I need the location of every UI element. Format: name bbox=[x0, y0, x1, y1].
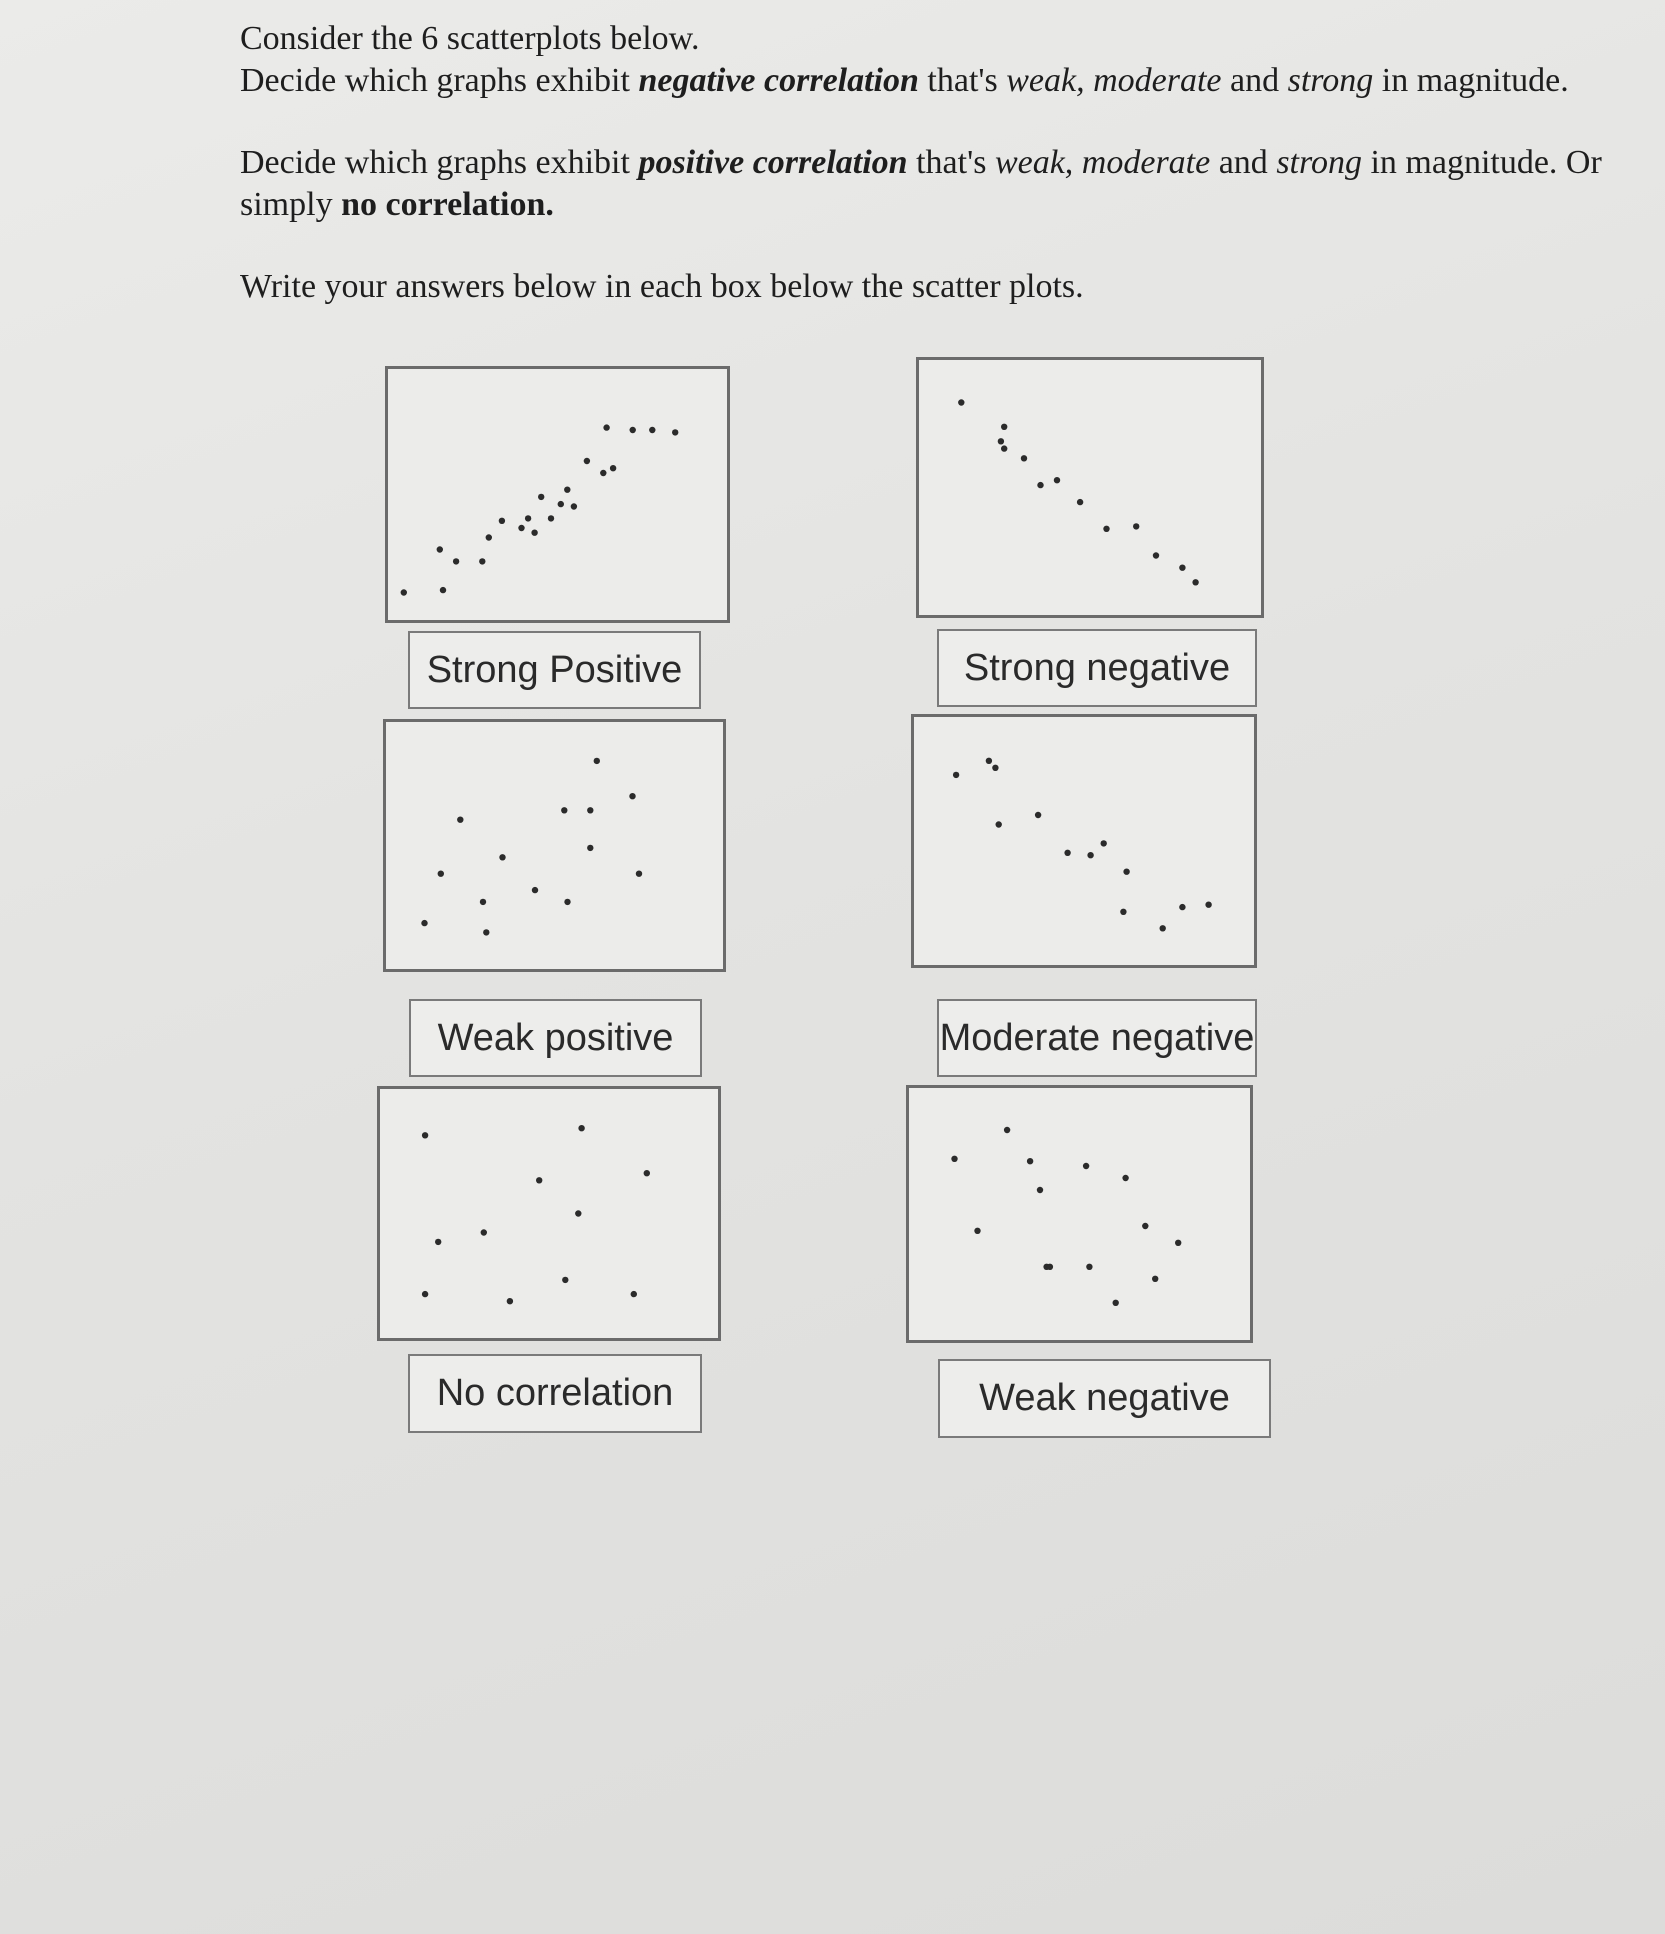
instruction-line-3 bbox=[240, 142, 1650, 226]
text-segment: Decide which graphs exhibit bbox=[240, 144, 639, 181]
scatter-point bbox=[483, 929, 489, 935]
answer-box-6[interactable]: Weak negative bbox=[938, 1359, 1271, 1438]
text-segment: that's bbox=[907, 144, 995, 181]
scatter-point bbox=[457, 817, 463, 823]
scatter-point bbox=[629, 793, 635, 799]
scatter-point bbox=[1179, 904, 1185, 910]
instruction-line-4: Write your answers below in each box below the scatter plots. bbox=[240, 268, 1084, 305]
scatter-point bbox=[1122, 1175, 1128, 1181]
scatter-point bbox=[587, 807, 593, 813]
scatterplot-4-svg bbox=[914, 717, 1254, 965]
scatter-point bbox=[453, 558, 459, 564]
scatter-point bbox=[548, 515, 554, 521]
text-segment: weak, moderate bbox=[1006, 62, 1222, 99]
instruction-line-2 bbox=[240, 60, 1650, 102]
scatterplot-4 bbox=[911, 714, 1257, 968]
scatter-point bbox=[401, 589, 407, 595]
text-negative-correlation: negative correlation bbox=[638, 62, 919, 99]
scatter-point bbox=[1103, 526, 1109, 532]
answer-box-3[interactable]: Weak positive bbox=[409, 999, 702, 1077]
scatter-point bbox=[600, 470, 606, 476]
scatter-point bbox=[1027, 1158, 1033, 1164]
scatter-point bbox=[672, 429, 678, 435]
scatter-point bbox=[437, 546, 443, 552]
scatter-point bbox=[575, 1210, 581, 1216]
scatterplot-6 bbox=[906, 1085, 1253, 1343]
scatter-point bbox=[1035, 812, 1041, 818]
scatterplot-5 bbox=[377, 1086, 721, 1341]
answer-box-1[interactable]: Strong Positive bbox=[408, 631, 701, 709]
scatterplot-1 bbox=[385, 366, 730, 623]
answer-box-2[interactable]: Strong negative bbox=[937, 629, 1257, 707]
scatter-point bbox=[1101, 840, 1107, 846]
scatterplot-2 bbox=[916, 357, 1264, 618]
scatter-point bbox=[951, 1156, 957, 1162]
scatter-point bbox=[538, 494, 544, 500]
scatter-point bbox=[986, 758, 992, 764]
scatter-point bbox=[636, 871, 642, 877]
answer-box-4[interactable]: Moderate negative bbox=[937, 999, 1257, 1077]
scatter-point bbox=[1077, 499, 1083, 505]
text-segment: in magnitude. bbox=[1373, 62, 1569, 99]
scatter-point bbox=[1087, 852, 1093, 858]
scatter-point bbox=[486, 534, 492, 540]
text-segment: weak, moderate bbox=[994, 144, 1211, 181]
scatter-point bbox=[440, 587, 446, 593]
scatter-point bbox=[421, 920, 427, 926]
scatter-point bbox=[992, 765, 998, 771]
scatter-point bbox=[531, 530, 537, 536]
scatter-point bbox=[1179, 565, 1185, 571]
scatter-point bbox=[1064, 850, 1070, 856]
scatter-point bbox=[594, 758, 600, 764]
scatter-point bbox=[525, 515, 531, 521]
scatter-point bbox=[974, 1228, 980, 1234]
text-segment: Decide which graphs exhibit bbox=[240, 62, 639, 99]
scatter-point bbox=[518, 525, 524, 531]
scatter-point bbox=[499, 854, 505, 860]
instruction-line-1: Consider the 6 scatterplots below. bbox=[240, 20, 700, 57]
scatter-point bbox=[1160, 925, 1166, 931]
scatter-point bbox=[1113, 1300, 1119, 1306]
scatter-point bbox=[1133, 523, 1139, 529]
instructions bbox=[240, 18, 1650, 308]
scatter-point bbox=[603, 424, 609, 430]
text-segment: and bbox=[1221, 62, 1288, 99]
scatter-point bbox=[631, 1291, 637, 1297]
text-segment: strong bbox=[1287, 62, 1374, 99]
scatter-point bbox=[996, 821, 1002, 827]
scatterplot-5-svg bbox=[380, 1089, 718, 1338]
scatter-point bbox=[1123, 869, 1129, 875]
scatterplot-3 bbox=[383, 719, 726, 972]
scatter-point bbox=[562, 1277, 568, 1283]
answer-box-5[interactable]: No correlation bbox=[408, 1354, 702, 1433]
scatter-point bbox=[1021, 455, 1027, 461]
scatter-point bbox=[630, 427, 636, 433]
scatter-point bbox=[1037, 482, 1043, 488]
scatter-point bbox=[958, 399, 964, 405]
text-segment: strong bbox=[1276, 144, 1362, 181]
scatter-point bbox=[564, 899, 570, 905]
scatter-point bbox=[587, 845, 593, 851]
scatter-point bbox=[1142, 1223, 1148, 1229]
scatter-point bbox=[998, 438, 1004, 444]
scatter-point bbox=[564, 487, 570, 493]
scatter-point bbox=[481, 1229, 487, 1235]
scatter-point bbox=[422, 1291, 428, 1297]
scatter-point bbox=[480, 899, 486, 905]
scatter-point bbox=[1083, 1163, 1089, 1169]
scatter-point bbox=[422, 1132, 428, 1138]
scatter-point bbox=[1175, 1240, 1181, 1246]
text-segment: that's bbox=[918, 62, 1007, 99]
scatter-point bbox=[536, 1177, 542, 1183]
scatter-point bbox=[1205, 902, 1211, 908]
scatter-point bbox=[610, 465, 616, 471]
scatter-point bbox=[1054, 477, 1060, 483]
text-positive-correlation: positive correlation bbox=[638, 144, 908, 181]
scatter-point bbox=[438, 871, 444, 877]
scatter-point bbox=[1001, 424, 1007, 430]
scatterplot-3-svg bbox=[386, 722, 723, 969]
text-segment: and bbox=[1210, 144, 1277, 181]
scatter-point bbox=[644, 1170, 650, 1176]
scatter-point bbox=[578, 1125, 584, 1131]
scatter-point bbox=[499, 518, 505, 524]
text-segment: in magnitude. Or simply bbox=[240, 144, 1602, 223]
scatterplot-6-svg bbox=[909, 1088, 1250, 1340]
scatter-point bbox=[507, 1298, 513, 1304]
scatter-point bbox=[1192, 579, 1198, 585]
scatter-point bbox=[435, 1239, 441, 1245]
scatter-point bbox=[1152, 1276, 1158, 1282]
scatter-point bbox=[571, 503, 577, 509]
scatter-point bbox=[1037, 1187, 1043, 1193]
scatter-point bbox=[953, 772, 959, 778]
scatter-point bbox=[1153, 552, 1159, 558]
scatter-point bbox=[558, 501, 564, 507]
scatter-point bbox=[479, 558, 485, 564]
scatter-point bbox=[584, 458, 590, 464]
text-no-correlation: no correlation. bbox=[341, 186, 554, 223]
scatter-point bbox=[1047, 1264, 1053, 1270]
scatterplot-2-svg bbox=[919, 360, 1261, 615]
scatter-point bbox=[532, 887, 538, 893]
scatter-point bbox=[649, 427, 655, 433]
scatter-point bbox=[561, 807, 567, 813]
scatter-point bbox=[1120, 909, 1126, 915]
scatter-point bbox=[1004, 1127, 1010, 1133]
scatterplot-1-svg bbox=[388, 369, 727, 620]
scatter-point bbox=[1001, 445, 1007, 451]
scatter-point bbox=[1086, 1264, 1092, 1270]
